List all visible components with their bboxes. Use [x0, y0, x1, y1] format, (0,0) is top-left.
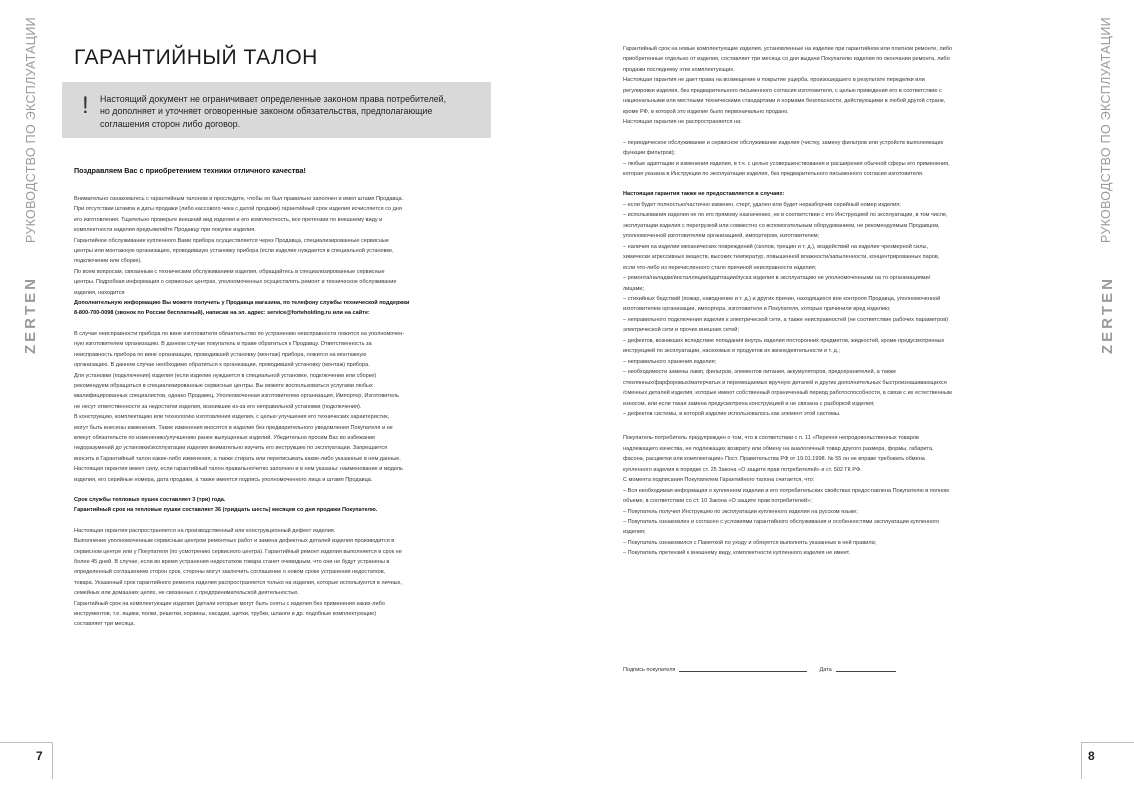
buyer-signature-field[interactable]	[679, 671, 807, 672]
page-title: ГАРАНТИЙНЫЙ ТАЛОН	[74, 46, 318, 69]
notice-box	[62, 82, 491, 138]
text-line: объеме, в соответствии со ст. 10 Закона «О защите прав потребителей»;	[623, 498, 812, 505]
text-line: – стихийных бедствий (пожар, наводнение и т. д.) и других причин, находящихся вне контроля Продавца, уполномоченной	[623, 295, 941, 302]
page-number-right: 8	[1081, 742, 1134, 779]
text-line: надлежащего качества, не подлежащих возврату или обмену на аналогичный товар другого размера, формы, габарита,	[623, 445, 934, 452]
left-paragraph-intro	[74, 194, 494, 630]
text-line: электрической сети и прочих внешних сетей;	[623, 327, 739, 334]
text-line: более 45 дней. В случае, если во время устранения недостатков товара станет очевидным, что они не будут устранены в	[74, 559, 390, 565]
text-line: – Вся необходимая информация о купленном изделии и его потребительских свойствах предоставлена Покупателю в полном	[623, 487, 949, 494]
text-line: семейных или домашних целях, не связанных с предпринимательской деятельностью.	[74, 590, 299, 597]
text-line: Настоящая гарантия не дает права на возмещение и покрытие ущерба, произошедшего в результате переделки или	[623, 77, 925, 84]
text-line: организацию. В данном случае необходимо обратиться к организации, проводившей установку (монтаж) прибора.	[74, 362, 370, 369]
congrats-heading: Поздравляем Вас с приобретением техники отличного качества!	[74, 166, 306, 175]
text-line: эксплуатации изделия с перегрузкой или совместно со вспомогательным оборудованием, не рекомендуемым Продавцом,	[623, 222, 940, 229]
text-line: рекомендуем обращаться в специализированные сервисные центры. Вы можете воспользоваться услугами любых	[74, 382, 373, 389]
text-line: изделия, находится	[74, 289, 125, 296]
signature-line	[623, 667, 896, 673]
text-line: Настоящая гарантия распространяется на производственный или конструкционный дефект изделия.	[74, 527, 336, 534]
text-line: Срок службы тепловых пушек составляет 3 (три) года.	[74, 496, 226, 503]
text-line: изделия, его серийные номера, дата продажи, а также имеется подпись уполномоченного лица и штамп Продавца.	[74, 476, 373, 483]
text-line: которая указана в Инструкции по эксплуатации изделия, без предварительного письменного согласия изготовителя.	[623, 170, 924, 177]
text-line: – неправильного хранения изделия;	[623, 358, 717, 365]
text-line: – ремонта/наладки/инсталляции/адаптации/пуска изделия в эксплуатацию не уполномоченными на то организациями/	[623, 275, 931, 282]
text-line: химически агрессивных веществ, высоких температур, повышенной влажности/запыленности, концентрированных паров,	[623, 254, 940, 261]
text-line: Внимательно ознакомьтесь с гарантийным талоном и проследите, чтобы он был правильно заполнен и имел штамп Продавца.	[74, 196, 404, 202]
text-line: – Покупатель ознакомился с Памяткой по уходу и обязуется выполнять указанные в ней правила;	[623, 539, 877, 546]
text-line: центры или монтажную организацию, проводившую установку прибора (если изделие нуждается в специальной установке,	[74, 248, 394, 255]
text-line: изготовителем организации, импортера, изготовителя и Покупателя, которые причинили вред изделию;	[623, 306, 891, 313]
text-line: лицами;	[623, 285, 645, 292]
text-line: приобретенные отдельно от изделия, составляет три месяца со дня выдачи Покупателю изделия по окончании ремонта, либо	[623, 56, 950, 63]
text-line: могут быть внесены изменения. Такие изменения вносятся в изделие без предварительного уведомления Покупателя и не	[74, 424, 393, 431]
brand-logo-right: ZERTEN	[1099, 276, 1116, 354]
text-line: – использования изделия не по его прямому назначению, не в соответствии с его Инструкцией по эксплуатации, в том числе,	[623, 212, 948, 219]
text-line: фасона, расцветки или комплектации» Пост. Правительства РФ от 19.01.1998. № 55 он не вправе требовать обмена	[623, 456, 925, 463]
text-line: подключении или сборке).	[74, 258, 142, 265]
text-line: влекут обязательств по изменению/улучшению ранее выпущенных изделий. Убедительно просим Вас во избежание	[74, 434, 376, 441]
text-line: Выполнение уполномоченным сервисным центром ремонтных работ и замена дефектных деталей изделия производится в	[74, 538, 395, 545]
buyer-signature-label: Подпись покупателя	[623, 667, 676, 673]
text-line: Гарантийный срок на тепловые пушки составляет 36 (тридцать шесть) месяцев со дня продажи Покупателю.	[74, 507, 378, 514]
exclamation-icon: !	[82, 92, 89, 119]
text-line: составляет три месяца.	[74, 621, 136, 628]
text-line: кроме РФ, в которой это изделие было первоначально продано.	[623, 108, 789, 115]
text-line: – периодическое обслуживание и сервисное обслуживание изделия (чистку, замену фильтров или устройств выполняющих	[623, 139, 944, 146]
text-line: – наличия на изделии механических повреждений (сколов, трещин и т. д.), воздействий на изделие чрезмерной силы,	[623, 243, 929, 250]
text-line: Гарантийный срок на комплектующие изделия (детали которые могут быть сняты с изделия без применения каких-либо	[74, 600, 385, 607]
right-spine	[1082, 0, 1134, 794]
text-line: изделия;	[623, 529, 646, 536]
manual-title-right: РУКОВОДСТВО ПО ЭКСПЛУАТАЦИИ	[1099, 17, 1113, 243]
text-line: недоразумений до установки/эксплуатации изделия внимательно изучить его инструкцию по эксплуатации. Запрещается	[74, 445, 388, 452]
text-line: Настоящая гарантия не распространяется на:	[623, 119, 742, 126]
text-line: инструкцией по эксплуатации, насекомых и продуктов их жизнедеятельности и т. д.;	[623, 348, 840, 355]
text-line: С момента подписания Покупателем Гарантийного талона считается, что:	[623, 477, 815, 484]
date-label: Дата	[819, 667, 832, 673]
text-line: Для установки (подключения) изделия (если изделие нуждается в специальной установке, подключении или сборке)	[74, 372, 377, 379]
text-line: В конструкцию, комплектацию или технологию изготовления изделия, с целью улучшения его технических характеристик,	[74, 414, 390, 421]
text-line: – необходимости замены ламп, фильтров, элементов питания, аккумуляторов, предохранителей, а также	[623, 369, 897, 376]
text-line: центры. Подробная информация о сервисных центрах, уполномоченных осуществлять ремонт и техническое обслуживание	[74, 279, 397, 286]
text-line: Дополнительную информацию Вы можете получить у Продавца магазина, по телефону службы технической поддержки	[74, 300, 410, 307]
text-line: его изготовления. Тщательно проверьте внешний вид изделия и его комплектность, все претензии по внешнему виду и	[74, 216, 383, 223]
page-number-left: 7	[0, 742, 53, 779]
manual-title-left: РУКОВОДСТВО ПО ЭКСПЛУАТАЦИИ	[24, 17, 38, 243]
text-line: – Покупатель ознакомлен и согласен с условиями гарантийного обслуживания и особенностями эксплуатации купленного	[623, 519, 940, 526]
brand-logo-left: ZERTEN	[22, 276, 39, 354]
text-line: – если будет полностью/частично изменен, стерт, удален или будет неразборчив серийный номер изделия;	[623, 201, 901, 208]
text-line: 8-800-700-0098 (звонок по России бесплатный), написав на эл. адрес: service@forteholding.ru или на сайте:	[74, 310, 370, 317]
text-line: По всем вопросам, связанным с техническим обслуживанием изделия, обращайтесь в специализированные сервисные	[74, 268, 385, 275]
text-line: – Покупатель получил Инструкцию по эксплуатации купленного изделия на русском языке;	[623, 508, 858, 515]
left-spine	[0, 0, 52, 794]
text-line: регулировки изделия, без предварительного письменного согласия изготовителя, с целью приведения его в соответствие с	[623, 87, 942, 94]
text-line: не несут ответственности за недостатки изделия, возникшие из-за его неправильной установки (подключения).	[74, 403, 362, 410]
text-line: ную изготовителем организацию. В данном случае покупатель в праве обратиться к Продавцу. Ответственность за	[74, 341, 372, 348]
text-line: комплектности изделия предъявляйте Продавцу при покупке изделия.	[74, 227, 256, 234]
text-line: функции фильтров);	[623, 150, 676, 157]
text-line: – неправильного подключения изделия к электрической сети, а также неисправностей (не соответствие рабочих параметров)	[623, 316, 949, 323]
date-field[interactable]	[836, 671, 896, 672]
text-line: износом, или если такая замена предусмотрена конструкцией и не связана с разборкой изделия;	[623, 400, 875, 407]
text-line: Покупатель-потребитель предупрежден о том, что в соответствии с п. 11 «Перечня непродовольственных товаров	[623, 435, 919, 442]
text-line: уполномоченной изготовителем организацией, импортером, изготовителем;	[623, 233, 820, 240]
right-paragraph-main	[623, 44, 1055, 559]
text-line: вносить в Гарантийный талон какие-либо изменения, а также стирать или переписывать какие-либо указанные в нем данные.	[74, 455, 401, 462]
text-line: Настоящая гарантия имеет силу, если гарантийный талон правильно/четко заполнен и в нем указаны: наименование и модель	[74, 466, 403, 473]
text-line: сервисном центре или у Покупателя (по усмотрению сервисного центра). Гарантийный ремонт изделия выполняется в срок не	[74, 548, 402, 555]
text-line: /сменных деталей изделия, которые имеют собственный ограниченный период работоспособности, в связи с их естественным	[623, 390, 952, 397]
text-line: инструментов, т.е. ящики, полки, решетки, корзины, насадки, щетки, трубки, шланги и др. подобные комплектующие)	[74, 611, 377, 618]
text-line: если что-либо из перечисленного стало причиной неисправности изделия;	[623, 264, 817, 271]
text-line: – Покупатель претензий к внешнему виду, комплектности купленного изделия не имеет.	[623, 550, 851, 557]
text-line: В случае неисправности прибора по вине изготовителя обязательство по устранению неисправности ложится на уполномочен-	[74, 330, 405, 337]
text-line: При отсутствии штампа и даты продажи (либо кассового чека с датой продажи) гарантийный срок изделия исчисляется со дня	[74, 206, 402, 213]
text-line: продажи последнему этих комплектующих.	[623, 66, 735, 73]
text-line: определенный соглашением сторон срок, стороны могут заключить соглашение о новом сроке устранения недостатков,	[74, 569, 386, 576]
text-line: – дефектов, возникших вследствие попадания внутрь изделия посторонних предметов, жидкостей, кроме предусмотренных	[623, 337, 945, 344]
text-line: квалифицированных специалистов, однако Продавец, Уполномоченная изготовителем организация, Импортер, Изготовитель	[74, 393, 399, 400]
text-line: купленного изделия в порядке ст. 25 Закона «О защите прав потребителей» и ст. 502 ГК РФ.	[623, 466, 862, 473]
text-line: Гарантийное обслуживание купленного Вами прибора осуществляется через Продавца, специализированные сервисные	[74, 237, 389, 244]
text-line: неисправность прибора по вине организации, проводившей установку (монтаж) прибора, ложится на монтажную	[74, 351, 367, 358]
text-line: Гарантийный срок на новые комплектующие изделия, установленные на изделие при гарантийном или платном ремонте, либо	[623, 46, 953, 52]
exceptions-heading: Настоящая гарантия также не предоставляется в случаях:	[623, 191, 785, 198]
text-line: стеклянных/фарфоровых/матерчатых и перемещаемых вручную деталей и других дополнительных быстроизнашивающихся	[623, 379, 947, 386]
notice-text: Настоящий документ не ограничивает определенные законом права потребителей, но дополняет и уточняет оговоренные законом обязательства, предполагающие соглашения сторон либо договор.	[100, 94, 447, 129]
text-line: национальными или местными техническими стандартами и нормами безопасности, действующими в любой другой стране,	[623, 98, 946, 105]
text-line: товара. Указанный срок гарантийного ремонта изделия распространяется только на изделия, которые используются в личных,	[74, 579, 402, 586]
text-line: – любые адаптации и изменения изделия, в т.ч. с целью усовершенствования и расширения обычной сферы его применения,	[623, 160, 950, 167]
text-line: – дефектов системы, в которой изделие использовалось как элемент этой системы.	[623, 410, 841, 417]
